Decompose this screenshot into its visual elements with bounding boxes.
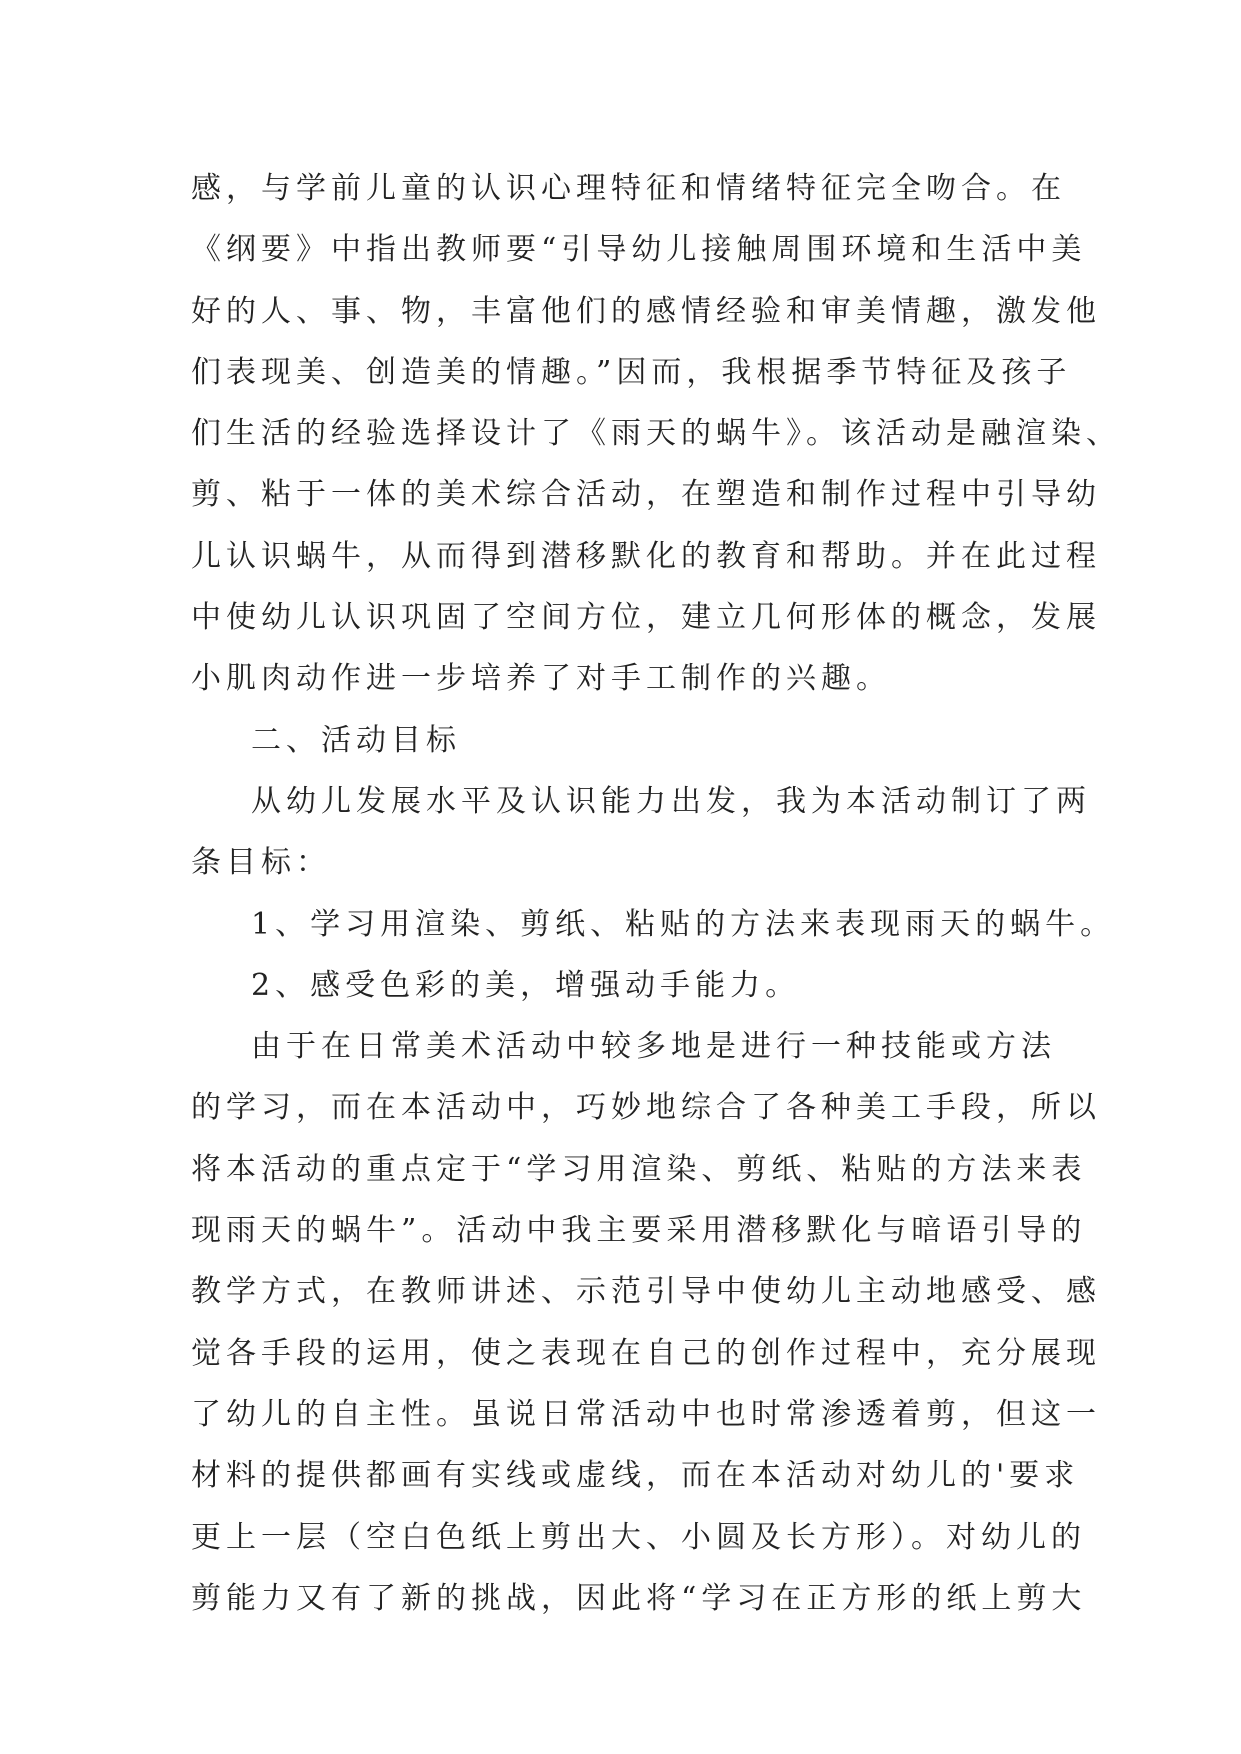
goal-item: 2、感受色彩的美，增强动手能力。 xyxy=(251,967,801,1003)
text-line: 好的人、事、物，丰富他们的感情经验和审美情趣，激发他 xyxy=(191,293,1101,329)
text-line: 由于在日常美术活动中较多地是进行一种技能或方法 xyxy=(251,1029,1056,1065)
text-line: 儿认识蜗牛，从而得到潜移默化的教育和帮助。并在此过程 xyxy=(191,538,1101,574)
goal-item: 1、学习用渲染、剪纸、粘贴的方法来表现雨天的蜗牛。 xyxy=(251,906,1116,942)
text-line: 将本活动的重点定于“学习用渲染、剪纸、粘贴的方法来表 xyxy=(191,1151,1087,1187)
text-line: 感，与学前儿童的认识心理特征和情绪特征完全吻合。在 xyxy=(191,171,1066,206)
text-line: 现雨天的蜗牛”。活动中我主要采用潜移默化与暗语引导的 xyxy=(191,1213,1087,1249)
section-heading: 二、活动目标 xyxy=(251,722,461,758)
text-line: 觉各手段的运用，使之表现在自己的创作过程中，充分展现 xyxy=(191,1335,1101,1371)
text-line: 条目标： xyxy=(191,845,331,881)
text-line: 剪、粘于一体的美术综合活动，在塑造和制作过程中引导幼 xyxy=(191,477,1101,513)
text-line: 的学习，而在本活动中，巧妙地综合了各种美工手段，所以 xyxy=(191,1090,1101,1126)
text-line: 更上一层（空白色纸上剪出大、小圆及长方形）。对幼儿的 xyxy=(191,1519,1086,1555)
text-line: 教学方式，在教师讲述、示范引导中使幼儿主动地感受、感 xyxy=(191,1274,1101,1310)
text-line: 们生活的经验选择设计了《雨天的蜗牛》。该活动是融渲染、 xyxy=(191,416,1121,452)
text-line: 剪能力又有了新的挑战，因此将“学习在正方形的纸上剪大 xyxy=(191,1580,1087,1616)
text-line: 中使幼儿认识巩固了空间方位，建立几何形体的概念，发展 xyxy=(191,600,1101,636)
text-line: 《纲要》中指出教师要“引导幼儿接触周围环境和生活中美 xyxy=(191,232,1087,268)
text-line: 小肌肉动作进一步培养了对手工制作的兴趣。 xyxy=(191,661,891,697)
body-text xyxy=(191,158,1121,1629)
text-line: 从幼儿发展水平及认识能力出发，我为本活动制订了两 xyxy=(251,783,1091,819)
text-line: 了幼儿的自主性。虽说日常活动中也时常渗透着剪，但这一 xyxy=(191,1396,1101,1432)
text-line: 们表现美、创造美的情趣。”因而，我根据季节特征及孩子 xyxy=(191,354,1072,390)
text-line: 材料的提供都画有实线或虚线，而在本活动对幼儿的'要求 xyxy=(191,1458,1080,1494)
